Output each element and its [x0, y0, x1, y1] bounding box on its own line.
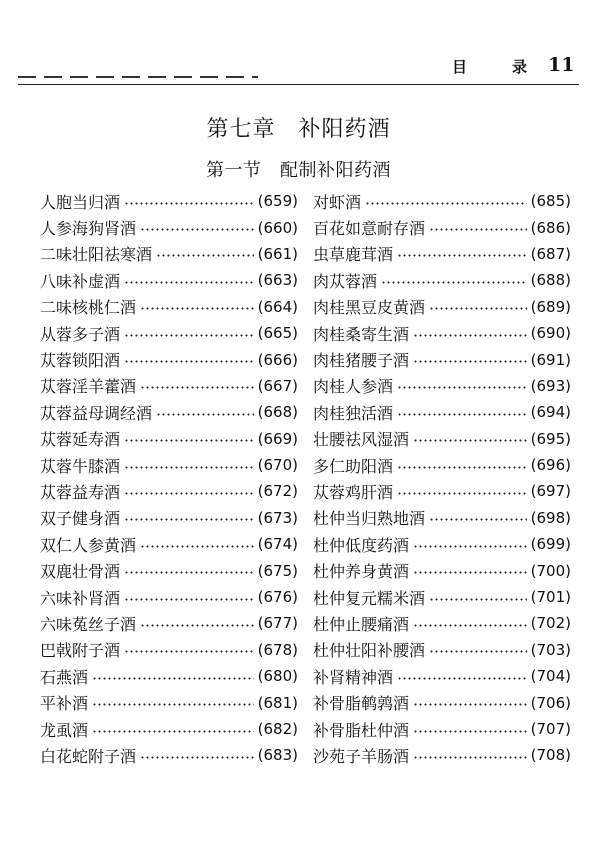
toc-entry-title: 肉桂独活酒 [313, 403, 394, 423]
dot-leader [413, 545, 527, 548]
dot-leader [140, 386, 254, 389]
toc-entry-title: 杜仲养身黄酒 [313, 562, 410, 582]
toc-entry [40, 610, 298, 636]
dot-leader [365, 202, 527, 205]
toc-entry-title: 杜仲复元糯米酒 [313, 588, 426, 608]
toc-entry-page: (681) [257, 693, 298, 712]
toc-entry-title: 六味补肾酒 [40, 588, 121, 608]
toc-entry [40, 452, 298, 478]
toc-entry-page: (677) [257, 614, 298, 633]
dot-leader [124, 650, 254, 653]
toc-entry-title: 肉桂黑豆皮黄酒 [313, 298, 426, 318]
dot-leader [124, 360, 254, 363]
dot-leader [397, 492, 527, 495]
toc-entry-page: (707) [530, 720, 571, 738]
toc-entry-title: 白花蛇附子酒 [40, 746, 137, 766]
page-number: 11 [548, 54, 575, 76]
toc-entry-title: 肉桂猪腰子酒 [313, 351, 410, 371]
dot-leader [140, 228, 254, 231]
toc-entry-page: (686) [530, 218, 571, 237]
dot-leader [429, 598, 527, 601]
toc-entry-title: 双子健身酒 [40, 509, 121, 529]
dot-leader [413, 360, 527, 363]
toc-entry-title: 苁蓉鸡肝酒 [313, 482, 394, 502]
toc-entry-title: 苁蓉淫羊藿酒 [40, 377, 137, 397]
toc-entry-title: 肉桂人参酒 [313, 377, 394, 397]
header-label-lu: 录 [512, 58, 528, 76]
dot-leader [140, 756, 254, 759]
dot-leader [429, 307, 527, 310]
toc-entry [313, 346, 571, 372]
toc-entry-title: 人参海狗肾酒 [40, 219, 137, 239]
toc-entry-title: 苁蓉牛膝酒 [40, 456, 121, 476]
toc-entry-title: 肉桂桑寄生酒 [313, 324, 410, 344]
toc-entry [313, 742, 571, 768]
dot-leader [124, 334, 254, 337]
dot-leader [413, 439, 527, 442]
dot-leader [124, 598, 254, 601]
toc-entry-title: 从蓉多子酒 [40, 324, 121, 344]
toc-entry [40, 294, 298, 320]
dot-leader [413, 334, 527, 337]
toc-entry-page: (691) [530, 350, 571, 369]
toc-entry-title: 苁蓉延寿酒 [40, 430, 121, 450]
toc-entry-page: (696) [530, 456, 571, 475]
toc-entry-page: (674) [257, 535, 298, 554]
toc-entry-title: 苁蓉益母调经酒 [40, 403, 153, 423]
toc-entry-title: 杜仲壮阳补腰酒 [313, 641, 426, 661]
toc-entry [313, 663, 571, 689]
toc-entry [313, 214, 571, 240]
toc-entry-page: (678) [257, 640, 298, 659]
dot-leader [124, 571, 254, 574]
toc-entry [313, 399, 571, 425]
toc-column-left [40, 188, 298, 769]
toc-entry-title: 百花如意耐存酒 [313, 219, 426, 239]
toc-entry [40, 346, 298, 372]
toc-entry [40, 742, 298, 768]
toc-entry-title: 六味菟丝子酒 [40, 614, 137, 634]
toc-entry [40, 188, 298, 214]
toc-entry-title: 补肾精神酒 [313, 667, 394, 687]
toc-entry-page: (702) [530, 614, 571, 633]
toc-entry [313, 505, 571, 531]
toc-entry-title: 巴戟附子酒 [40, 641, 121, 661]
dot-leader [397, 677, 527, 680]
dot-leader [156, 413, 254, 416]
toc-entry-page: (661) [257, 244, 298, 263]
toc-entry-page: (697) [530, 482, 571, 501]
dot-leader [124, 518, 254, 521]
toc-column-right [313, 188, 571, 769]
dot-leader [429, 650, 527, 653]
dot-leader [413, 730, 527, 733]
toc-entry-page: (683) [257, 746, 298, 765]
toc-entry-page: (680) [257, 667, 298, 686]
toc-entry-page: (687) [530, 244, 571, 263]
toc-entry-page: (672) [257, 482, 298, 501]
dot-leader [140, 624, 254, 627]
toc-entry [40, 531, 298, 557]
toc-entry-page: (682) [257, 720, 298, 738]
toc-entry [313, 241, 571, 267]
toc-entry [313, 320, 571, 346]
toc-entry-page: (693) [530, 376, 571, 395]
toc-entry-title: 杜仲低度药酒 [313, 535, 410, 555]
toc-entry [313, 294, 571, 320]
toc-entry-title: 补骨脂鹌鹑酒 [313, 694, 410, 714]
toc-entry [313, 531, 571, 557]
toc-entry-page: (676) [257, 588, 298, 607]
dot-leader [140, 545, 254, 548]
toc-entry [40, 373, 298, 399]
toc-entry-title: 苁蓉锁阳酒 [40, 351, 121, 371]
toc-entry [313, 478, 571, 504]
toc-entry-title: 八味补虚酒 [40, 271, 121, 291]
toc-entry-title: 二味壮阳祛寒酒 [40, 245, 153, 265]
header-label-mu: 目 [452, 58, 468, 76]
toc-entry-page: (673) [257, 508, 298, 527]
toc-entry-page: (699) [530, 535, 571, 554]
toc-entry [313, 689, 571, 715]
toc-entry-page: (668) [257, 403, 298, 422]
toc-entry [40, 663, 298, 689]
toc-entry-title: 苁蓉益寿酒 [40, 482, 121, 502]
toc-entry [313, 584, 571, 610]
toc-entry [313, 452, 571, 478]
toc-entry [40, 637, 298, 663]
toc-entry-title: 平补酒 [40, 694, 89, 714]
header-dash-line [18, 76, 258, 78]
toc-entry-page: (706) [530, 693, 571, 712]
toc-entry-title: 补骨脂杜仲酒 [313, 720, 410, 740]
dot-leader [124, 439, 254, 442]
dot-leader [413, 571, 527, 574]
dot-leader [429, 228, 527, 231]
toc-entry-title: 肉苁蓉酒 [313, 271, 378, 291]
toc-entry [40, 716, 298, 742]
toc-entry-title: 双仁人参黄酒 [40, 535, 137, 555]
header-rule [18, 84, 579, 85]
dot-leader [92, 730, 254, 733]
toc-entry-page: (664) [257, 297, 298, 316]
toc-entry-page: (703) [530, 640, 571, 659]
toc-entry-page: (675) [257, 561, 298, 580]
toc-entry [40, 267, 298, 293]
toc-entry [313, 267, 571, 293]
dot-leader [429, 518, 527, 521]
toc-entry [40, 320, 298, 346]
toc-entry-title: 壮腰祛风湿酒 [313, 430, 410, 450]
toc-entry-page: (704) [530, 667, 571, 686]
toc-entry-title: 杜仲止腰痛酒 [313, 614, 410, 634]
toc-entry-page: (698) [530, 508, 571, 527]
toc-entry [40, 426, 298, 452]
toc-entry [313, 557, 571, 583]
dot-leader [124, 492, 254, 495]
toc-entry-title: 对虾酒 [313, 192, 362, 212]
toc-entry-page: (660) [257, 218, 298, 237]
toc-entry-title: 石燕酒 [40, 667, 89, 687]
toc-entry-title: 沙苑子羊肠酒 [313, 746, 410, 766]
toc-entry-title: 虫草鹿茸酒 [313, 245, 394, 265]
toc-entry-page: (669) [257, 429, 298, 448]
toc-entry-page: (689) [530, 297, 571, 316]
dot-leader [413, 624, 527, 627]
toc-entry-page: (694) [530, 403, 571, 422]
toc-entry [40, 214, 298, 240]
toc-entry-page: (670) [257, 456, 298, 475]
toc-entry [40, 478, 298, 504]
toc-entry-page: (695) [530, 429, 571, 448]
dot-leader [92, 677, 254, 680]
toc-entry-title: 龙虱酒 [40, 720, 89, 740]
chapter-title: 第七章 补阳药酒 [206, 117, 391, 142]
toc-entry-title: 双鹿壮骨酒 [40, 562, 121, 582]
toc-entry-page: (685) [530, 192, 571, 211]
toc-entry-title: 二味核桃仁酒 [40, 298, 137, 318]
toc-entry-page: (690) [530, 324, 571, 343]
dot-leader [413, 756, 527, 759]
toc-entry [313, 426, 571, 452]
page-header [0, 50, 597, 90]
toc-entry [313, 716, 571, 742]
dot-leader [413, 703, 527, 706]
toc-entry-page: (665) [257, 324, 298, 343]
dot-leader [381, 281, 527, 284]
dot-leader [124, 202, 254, 205]
dot-leader [140, 307, 254, 310]
toc-entry-page: (708) [530, 746, 571, 765]
toc-entry-page: (666) [257, 350, 298, 369]
toc-entry-page: (667) [257, 376, 298, 395]
toc-entry-page: (663) [257, 271, 298, 290]
toc-entry [40, 584, 298, 610]
dot-leader [397, 386, 527, 389]
toc-entry [313, 188, 571, 214]
toc-entry [40, 399, 298, 425]
toc-entry-title: 杜仲当归熟地酒 [313, 509, 426, 529]
toc-entry [40, 241, 298, 267]
toc-entry [313, 373, 571, 399]
dot-leader [124, 281, 254, 284]
toc-entry [40, 689, 298, 715]
toc-entry-title: 多仁助阳酒 [313, 456, 394, 476]
toc-entry [40, 557, 298, 583]
dot-leader [397, 413, 527, 416]
toc-entry-page: (659) [257, 192, 298, 211]
toc-entry-page: (701) [530, 588, 571, 607]
dot-leader [92, 703, 254, 706]
dot-leader [397, 254, 527, 257]
toc-entry [40, 505, 298, 531]
toc-entry [313, 610, 571, 636]
dot-leader [397, 466, 527, 469]
section-title: 第一节 配制补阳药酒 [206, 160, 391, 181]
toc-entry [313, 637, 571, 663]
toc-entry-title: 人胞当归酒 [40, 192, 121, 212]
toc-entry-page: (700) [530, 561, 571, 580]
dot-leader [156, 254, 254, 257]
dot-leader [124, 466, 254, 469]
toc-entry-page: (688) [530, 271, 571, 290]
